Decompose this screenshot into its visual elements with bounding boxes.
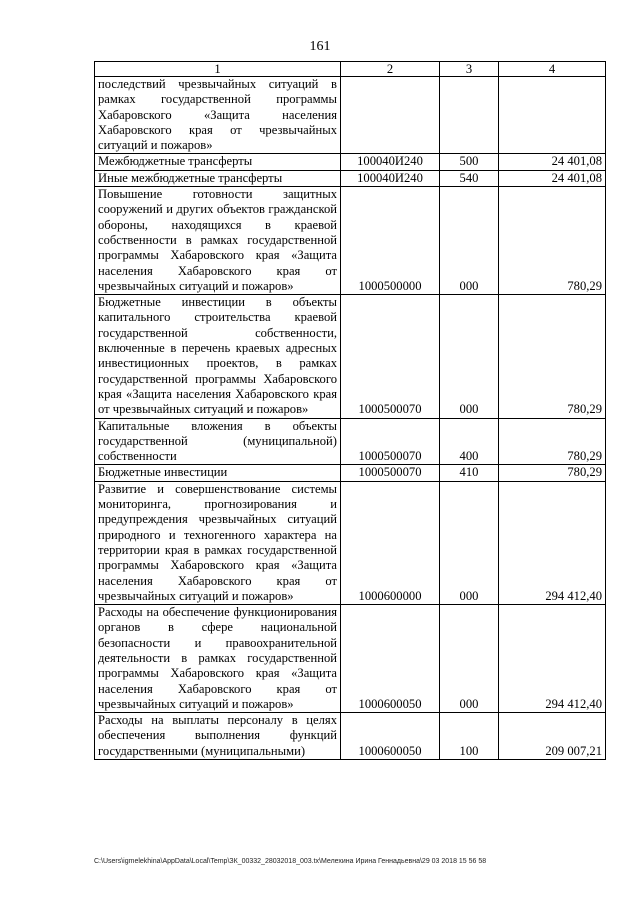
table-row [95,77,606,154]
page-number: 161 [309,39,331,54]
row-amount: 209 007,21 [499,713,606,760]
row-target-code: 1000600000 [341,481,440,604]
row-amount: 780,29 [499,295,606,418]
row-expense-kind: 000 [440,605,499,713]
file-path-footer: C:\Users\igmelekhina\AppData\Local\Temp\ЗК_00332_28032018_003.tx\Мелехина Ирина Геннадьевна\29 03 2018 15 56 58 [94,858,487,865]
row-expense-kind: 000 [440,295,499,418]
row-expense-kind: 500 [440,154,499,170]
row-target-code: 100040И240 [341,170,440,186]
table-row [95,187,606,295]
row-amount: 780,29 [499,187,606,295]
budget-table [94,61,606,760]
row-expense-kind: 540 [440,170,499,186]
row-description: Бюджетные инвестиции в объекты капитального строительства краевой государственной собственности, включенные в перечень краевых адресных инвестиционных проектов, в рамках государственной программы Хабаровского края «Защита населения Хабаровского края от чрезвычайных ситуаций и пожаров» [95,295,341,418]
row-description: Межбюджетные трансферты [95,154,341,170]
row-description: Капитальные вложения в объекты государственной (муниципальной) собственности [95,418,341,465]
row-expense-kind: 400 [440,418,499,465]
header-col-2: 2 [341,62,440,77]
table-row [95,295,606,418]
row-target-code: 1000500070 [341,465,440,481]
row-amount [499,77,606,154]
row-expense-kind: 000 [440,187,499,295]
header-col-4: 4 [499,62,606,77]
table-row [95,605,606,713]
row-amount: 294 412,40 [499,605,606,713]
row-target-code: 1000600050 [341,713,440,760]
row-target-code: 1000500070 [341,418,440,465]
row-description: Развитие и совершенствование системы мониторинга, прогнозирования и предупреждения чрезвычайных ситуаций природного и техногенного характера на территории края в рамках государственной программы Хабаровского края «Защита населения Хабаровского края от чрезвычайных ситуаций и пожаров» [95,481,341,604]
table-row [95,170,606,186]
row-target-code: 100040И240 [341,154,440,170]
row-description: Расходы на выплаты персоналу в целях обеспечения выполнения функций государственными (муниципальными) [95,713,341,760]
row-target-code: 1000600050 [341,605,440,713]
row-target-code: 1000500000 [341,187,440,295]
row-description: Повышение готовности защитных сооружений и других объектов гражданской обороны, находящихся в краевой собственности в рамках государственной программы Хабаровского края «Защита населения Хабаровского края от чрезвычайных ситуаций и пожаров» [95,187,341,295]
row-amount: 294 412,40 [499,481,606,604]
row-description: последствий чрезвычайных ситуаций в рамках государственной программы Хабаровского «Защита населения Хабаровского края от чрезвычайных ситуаций и пожаров» [95,77,341,154]
row-amount: 780,29 [499,418,606,465]
table-row [95,418,606,465]
row-expense-kind: 410 [440,465,499,481]
row-amount: 780,29 [499,465,606,481]
table-row [95,481,606,604]
row-expense-kind [440,77,499,154]
table-row [95,465,606,481]
row-description: Бюджетные инвестиции [95,465,341,481]
row-amount: 24 401,08 [499,170,606,186]
table-row [95,154,606,170]
row-expense-kind: 100 [440,713,499,760]
row-target-code [341,77,440,154]
table-header-row [95,62,606,77]
row-description: Иные межбюджетные трансферты [95,170,341,186]
row-target-code: 1000500070 [341,295,440,418]
header-col-1: 1 [95,62,341,77]
table-row [95,713,606,760]
row-expense-kind: 000 [440,481,499,604]
row-description: Расходы на обеспечение функционирования органов в сфере национальной безопасности и правоохранительной деятельности в рамках государственной программы Хабаровского края «Защита населения Хабаровского края от чрезвычайных ситуаций и пожаров» [95,605,341,713]
header-col-3: 3 [440,62,499,77]
row-amount: 24 401,08 [499,154,606,170]
